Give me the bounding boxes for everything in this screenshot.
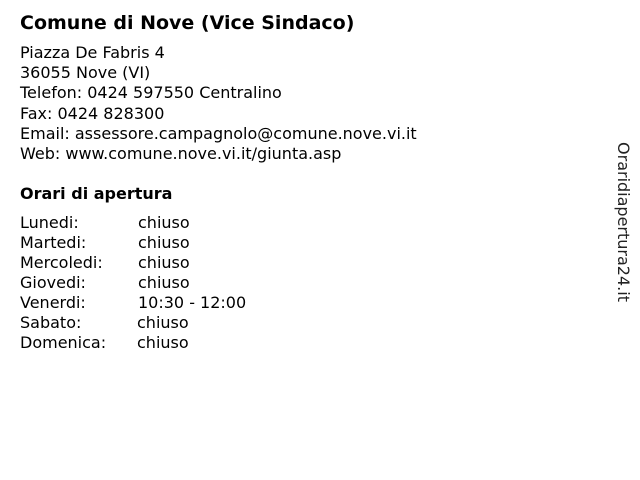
contact-block: [20, 43, 417, 164]
hours-value: chiuso: [138, 233, 190, 252]
web-line: Web: www.comune.nove.vi.it/giunta.asp: [20, 143, 342, 163]
hours-row-monday: [20, 213, 320, 233]
hours-value: chiuso: [137, 313, 189, 332]
hours-row-sunday: [20, 333, 320, 353]
day-label: Lunedi:: [20, 213, 79, 232]
hours-value: chiuso: [138, 273, 190, 292]
day-label: Venerdi:: [20, 293, 86, 312]
opening-hours-table: [20, 213, 320, 353]
hours-row-friday: [20, 293, 320, 313]
hours-value: chiuso: [138, 253, 190, 272]
hours-value: chiuso: [137, 333, 189, 352]
hours-row-tuesday: [20, 233, 320, 253]
day-label: Domenica:: [20, 333, 107, 352]
page-title: Comune di Nove (Vice Sindaco): [20, 12, 355, 34]
day-label: Sabato:: [20, 313, 82, 332]
email-line: Email: assessore.campagnolo@comune.nove.vi.it: [20, 123, 417, 143]
phone-line: Telefon: 0424 597550 Centralino: [20, 83, 282, 103]
address-city: 36055 Nove (VI): [20, 63, 151, 83]
day-label: Mercoledi:: [20, 253, 103, 272]
day-label: Martedi:: [20, 233, 87, 252]
site-watermark: Oraridiapertura24.it: [614, 142, 633, 302]
hours-value: chiuso: [138, 213, 190, 232]
fax-line: Fax: 0424 828300: [20, 103, 165, 123]
hours-value: 10:30 - 12:00: [138, 293, 247, 312]
hours-heading: Orari di apertura: [20, 184, 173, 203]
hours-row-saturday: [20, 313, 320, 333]
hours-row-wednesday: [20, 253, 320, 273]
address-street: Piazza De Fabris 4: [20, 43, 165, 62]
day-label: Giovedi:: [20, 273, 86, 292]
hours-row-thursday: [20, 273, 320, 293]
